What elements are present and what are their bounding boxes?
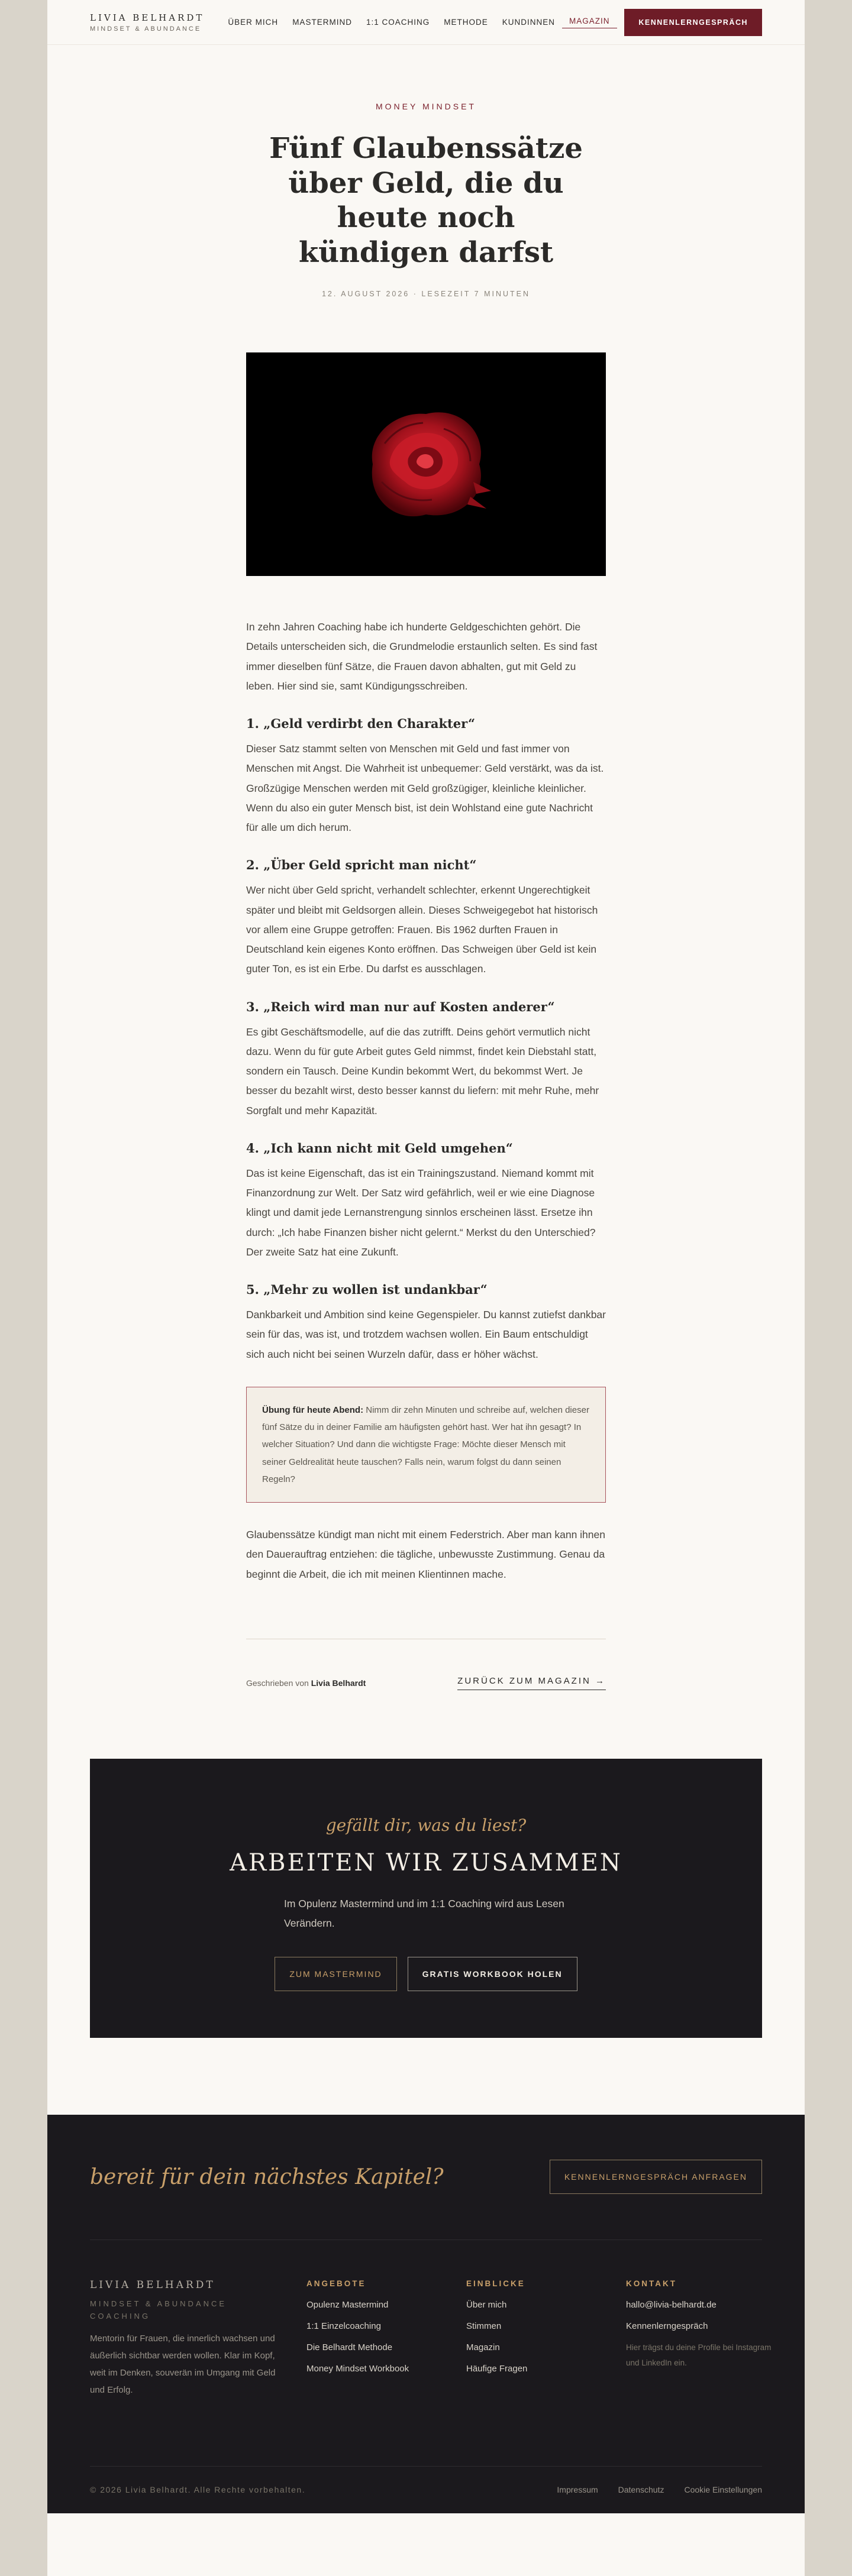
footer-cta-button[interactable]: KENNENLERNGESPRÄCH ANFRAGEN <box>550 2160 762 2194</box>
section-text: Das ist keine Eigenschaft, das ist ein Trainingszustand. Niemand kommt mit Finanzordnung zur Welt. Der Satz wird gefährlich, weil er wie eine Diagnose klingt und damit jede Lernanstrengung sinnlos erscheinen lässt. Ersetze ihn durch: „Ich habe Finanzen bisher nicht gelernt.“ Merkst du den Unterschied? Der zweite Satz hat eine Zukunft. <box>246 1167 596 1258</box>
footer-description: Mentorin für Frauen, die innerlich wachsen und äußerlich sichtbar werden wollen. Klar im Kopf, weit im Denken, souverän im Umgang mit Geld und Erfolg. <box>90 2333 276 2396</box>
nav-link-coaching[interactable]: 1:1 COACHING <box>366 18 430 27</box>
footer-offers-column <box>306 2279 466 2466</box>
cta-text: Im Opulenz Mastermind und im 1:1 Coaching wird aus Lesen Verändern. <box>284 1897 564 1930</box>
section-heading: 2. „Über Geld spricht man nicht“ <box>246 857 477 873</box>
article-meta: 12. AUGUST 2026 · LESEZEIT 7 MINUTEN <box>321 290 531 299</box>
workbook-button[interactable]: GRATIS WORKBOOK HOLEN <box>408 1957 577 1991</box>
rose-image <box>349 393 503 535</box>
section-text: Dankbarkeit und Ambition sind keine Gegenspieler. Du kannst zutiefst dankbar sein für das, was ist, und trotzdem wachsen wollen. Ein Baum entschuldigt sich auch nicht bei seinen Wurzeln dafür, dass er höher wächst. <box>246 1309 606 1360</box>
footer-brand-tagline: MINDSET & ABUNDANCE COACHING <box>90 2299 227 2321</box>
article-outro: Glaubenssätze kündigt man nicht mit einem Federstrich. Aber man kann ihnen den Dauerauftrag entziehen: die tägliche, unbewusste Zustimmung. Genau da beginnt die Arbeit, die ich mit meinen Klientinnen mache. <box>246 1529 605 1580</box>
footer-link[interactable]: Die Belhardt Methode <box>306 2342 393 2352</box>
footer-link[interactable]: 1:1 Einzelcoaching <box>306 2321 381 2331</box>
byline <box>246 1678 366 1688</box>
footer-link[interactable]: Kennenlerngespräch <box>626 2321 708 2331</box>
footer-contact-heading: KONTAKT <box>626 2279 677 2288</box>
mastermind-button[interactable]: ZUM MASTERMIND <box>275 1957 396 1991</box>
section-text: Wer nicht über Geld spricht, verhandelt schlechter, erkennt Ungerechtigkeit später und bleibt mit Geldsorgen allein. Dieses Schweigegebot hat historisch vor allem eine Gruppe getroffen: Frauen. Bis 1962 durften Frauen in Deutschland kein eigenes Konto eröffnen. Das Schweigen über Geld ist kein guter Ton, es ist ein Erbe. Du darfst es ausschlagen. <box>246 884 598 975</box>
footer-link[interactable]: Opulenz Mastermind <box>306 2299 389 2310</box>
footer-insights-list <box>466 2300 626 2374</box>
footer-email-link[interactable]: hallo@livia-belhardt.de <box>626 2299 717 2310</box>
footer-contact-note: Hier trägst du deine Profile bei Instagram und LinkedIn ein. <box>626 2342 772 2367</box>
article-title: Fünf Glaubenssätze über Geld, die du heute noch kündigen darfst <box>269 132 583 269</box>
section-text: Es gibt Geschäftsmodelle, auf die das zutrifft. Deins gehört vermutlich nicht dazu. Wenn du für gute Arbeit gutes Geld nimmst, findet kein Diebstahl statt, sondern ein Tausch. Deine Kundin bekommt Wert, du bekommst Wert. Je besser du bezahlt wirst, desto besser kannst du liefern: mit mehr Ruhe, mehr Sorgfalt und mehr Kapazität. <box>246 1025 599 1117</box>
footer-columns <box>90 2240 772 2466</box>
footer-link[interactable]: Über mich <box>466 2299 507 2310</box>
nav-link-methode[interactable]: METHODE <box>444 18 488 27</box>
cta-buttons <box>90 1957 762 1991</box>
article-body <box>246 617 606 1690</box>
exercise-text: Nimm dir zehn Minuten und schreibe auf, welchen dieser fünf Sätze du in deiner Familie am häufigsten gehört hast. Wer hat ihn gesagt? In welcher Situation? Und dann die wichtigste Frage: Möchte dieser Mensch mit seiner Geldrealität heute tauschen? Falls nein, warum folgst du dann seinen Regeln? <box>262 1404 589 1484</box>
copyright: © 2026 Livia Belhardt. Alle Rechte vorbehalten. <box>90 2485 306 2495</box>
footer-contact-list <box>626 2300 786 2331</box>
cta-kicker: gefällt dir, was du liest? <box>325 1815 527 1835</box>
nav-links <box>221 17 624 28</box>
section-heading: 1. „Geld verdirbt den Charakter“ <box>246 716 476 732</box>
impressum-link[interactable]: Impressum <box>557 2485 598 2495</box>
datenschutz-link[interactable]: Datenschutz <box>618 2485 664 2495</box>
footer-link[interactable]: Money Mindset Workbook <box>306 2363 409 2374</box>
nav-link-magazin[interactable]: MAGAZIN <box>562 17 617 28</box>
section-heading: 4. „Ich kann nicht mit Geld umgehen“ <box>246 1140 513 1156</box>
footer-brand-name: LIVIA BELHARDT <box>90 2279 215 2291</box>
cta-title: ARBEITEN WIR ZUSAMMEN <box>230 1849 622 1876</box>
nav-cta-button[interactable]: KENNENLERNGESPRÄCH <box>624 9 762 36</box>
nav-link-ueber-mich[interactable]: ÜBER MICH <box>228 18 279 27</box>
article-hero-image <box>246 352 606 576</box>
footer-offers-list <box>306 2300 466 2374</box>
footer-insights-column <box>466 2279 626 2466</box>
nav-link-mastermind[interactable]: MASTERMIND <box>292 18 352 27</box>
byline-prefix: Geschrieben von <box>246 1678 311 1688</box>
brand-tagline: MINDSET & ABUNDANCE <box>90 25 202 33</box>
footer-cta-text: bereit für dein nächstes Kapitel? <box>90 2164 444 2189</box>
footer-insights-heading: EINBLICKE <box>466 2279 525 2288</box>
section-text: Dieser Satz stammt selten von Menschen mit Geld und fast immer von Menschen mit Angst. Die Wahrheit ist unbequemer: Geld verstärkt, was da ist. Großzügige Menschen werden mit Geld großzügiger, kleinliche kleinlicher. Wenn du also ein guter Mensch bist, ist dein Wohlstand eine gute Nachricht für alle um dich herum. <box>246 743 604 834</box>
byline-author: Livia Belhardt <box>311 1678 366 1688</box>
exercise-box <box>246 1387 606 1503</box>
footer-link[interactable]: Magazin <box>466 2342 500 2352</box>
article-category[interactable]: MONEY MINDSET <box>376 102 476 111</box>
footer-contact-column <box>626 2279 786 2466</box>
legal-links <box>557 2485 762 2494</box>
cookie-settings-link[interactable]: Cookie Einstellungen <box>684 2485 762 2495</box>
brand-logo[interactable] <box>90 12 204 33</box>
exercise-label: Übung für heute Abend: <box>262 1404 364 1415</box>
page <box>47 0 805 2576</box>
article-intro: In zehn Jahren Coaching habe ich hunderte Geldgeschichten gehört. Die Details unterscheiden sich, die Grundmelodie erstaunlich selten. Es sind fast immer dieselben fünf Sätze, die Frauen davon abhalten, gut mit Geld zu leben. Hier sind sie, samt Kündigungsschreiben. <box>246 621 598 692</box>
nav-link-kundinnen[interactable]: KUNDINNEN <box>502 18 555 27</box>
brand-name: LIVIA BELHARDT <box>90 12 205 23</box>
footer-brand-column <box>90 2279 306 2466</box>
section-heading: 5. „Mehr zu wollen ist undankbar“ <box>246 1282 488 1297</box>
top-navigation <box>47 0 805 45</box>
footer-link[interactable]: Stimmen <box>466 2321 502 2331</box>
cta-section <box>90 1759 762 2038</box>
footer-cta <box>90 2115 762 2240</box>
back-to-magazine-link[interactable]: ZURÜCK ZUM MAGAZIN → <box>457 1676 606 1690</box>
article-footer <box>246 1676 606 1690</box>
footer <box>47 2115 805 2513</box>
article-header <box>47 45 805 298</box>
section-heading: 3. „Reich wird man nur auf Kosten anderer“ <box>246 999 555 1014</box>
footer-offers-heading: ANGEBOTE <box>306 2279 366 2288</box>
footer-link[interactable]: Häufige Fragen <box>466 2363 528 2374</box>
footer-bottom-bar <box>90 2466 762 2513</box>
exercise-content <box>262 1402 590 1488</box>
